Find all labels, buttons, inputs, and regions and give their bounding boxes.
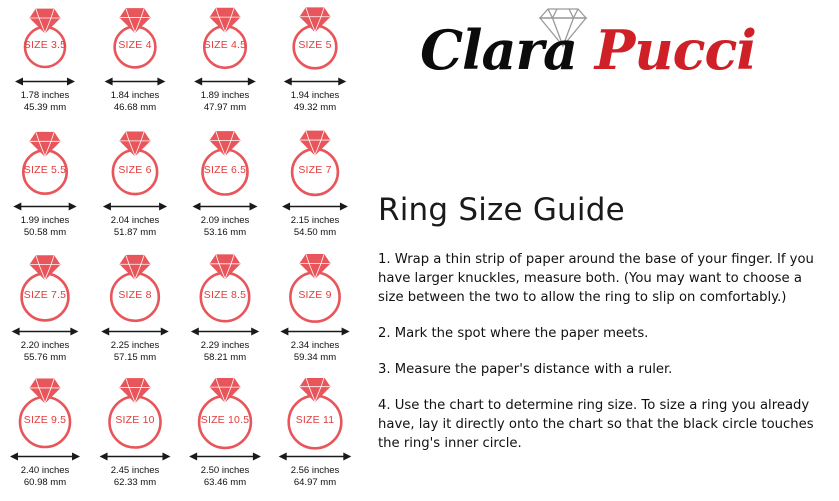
ring-size-cell: [90, 125, 180, 250]
ring-illustration: [182, 128, 268, 200]
diameter-arrow: [272, 200, 358, 213]
guide-step: 4. Use the chart to determine ring size. To size a ring you already have, lay it directly onto the chart so that the black circle touches the ring's inner circle.: [378, 398, 814, 451]
ring-measurements: [291, 215, 340, 238]
measure-inches: 2.25 inches: [110, 340, 160, 351]
chart-row: [0, 375, 360, 500]
ring-measurements: [291, 465, 340, 488]
measure-mm: 46.68 mm: [113, 101, 157, 113]
measure-inches: 2.34 inches: [290, 340, 340, 351]
diameter-arrow: [2, 450, 88, 463]
diameter-arrow: [272, 325, 358, 338]
ring-size-label: SIZE 5: [298, 39, 332, 51]
arrow-icon: [272, 325, 358, 338]
diameter-arrow: [182, 200, 268, 213]
measure-inches: 2.29 inches: [200, 340, 250, 351]
arrow-icon: [92, 200, 178, 213]
measure-mm: 63.46 mm: [203, 476, 247, 488]
arrow-icon: [182, 325, 268, 338]
ring-measurements: [21, 215, 70, 238]
arrow-icon: [272, 200, 358, 213]
ring-measurements: [201, 340, 250, 363]
ring-measurements: [111, 215, 160, 238]
arrow-icon: [92, 325, 178, 338]
measure-mm: 64.97 mm: [293, 476, 337, 488]
measure-inches: 1.99 inches: [20, 215, 70, 226]
ring-size-label: SIZE 7: [298, 164, 332, 176]
measure-inches: 2.56 inches: [290, 465, 340, 476]
ring-measurements: [111, 465, 160, 488]
measure-mm: 53.16 mm: [203, 226, 247, 238]
measure-inches: 1.84 inches: [110, 90, 160, 101]
guide-step: 2. Mark the spot where the paper meets.: [378, 326, 649, 341]
measure-mm: 55.76 mm: [23, 351, 67, 363]
diameter-arrow: [2, 325, 88, 338]
ring-size-label: SIZE 4.5: [203, 39, 247, 51]
diameter-arrow: [92, 450, 178, 463]
ring-size-cell: [270, 0, 360, 125]
ring-illustration: [92, 3, 178, 75]
ring-illustration: [182, 3, 268, 75]
diameter-arrow: [182, 450, 268, 463]
ring-size-label: SIZE 10.5: [200, 414, 250, 426]
measure-mm: 49.32 mm: [293, 101, 337, 113]
ring-size-cell: [270, 250, 360, 375]
ring-measurements: [291, 340, 340, 363]
diameter-arrow: [92, 75, 178, 88]
measure-mm: 59.34 mm: [293, 351, 337, 363]
ring-size-label: SIZE 8.5: [203, 289, 247, 301]
diameter-arrow: [92, 200, 178, 213]
ring-measurements: [111, 90, 160, 113]
ring-size-cell: [180, 125, 270, 250]
measure-mm: 57.15 mm: [113, 351, 157, 363]
ring-size-cell: [90, 250, 180, 375]
arrow-icon: [182, 75, 268, 88]
ring-size-cell: [180, 375, 270, 500]
measure-mm: 50.58 mm: [23, 226, 67, 238]
ring-illustration: [272, 3, 358, 75]
arrow-icon: [2, 325, 88, 338]
ring-size-label: SIZE 6.5: [203, 164, 247, 176]
arrow-icon: [2, 75, 88, 88]
ring-measurements: [201, 215, 250, 238]
arrow-icon: [182, 200, 268, 213]
diameter-arrow: [272, 75, 358, 88]
diameter-arrow: [182, 75, 268, 88]
measure-inches: 2.50 inches: [200, 465, 250, 476]
ring-size-cell: [0, 0, 90, 125]
ring-illustration: [2, 253, 88, 325]
arrow-icon: [2, 450, 88, 463]
ring-size-cell: [270, 375, 360, 500]
ring-size-cell: [90, 0, 180, 125]
measure-inches: 2.20 inches: [20, 340, 70, 351]
ring-size-cell: [270, 125, 360, 250]
chart-row: [0, 125, 360, 250]
ring-size-label: SIZE 3.5: [23, 39, 67, 51]
measure-inches: 1.94 inches: [290, 90, 340, 101]
ring-size-label: SIZE 6: [118, 164, 152, 176]
guide-panel: [368, 0, 839, 501]
diameter-arrow: [2, 75, 88, 88]
page-title: Ring Size Guide: [378, 192, 625, 228]
brand-logo: [378, 4, 798, 104]
ring-measurements: [201, 90, 250, 113]
ring-illustration: [2, 378, 88, 450]
diameter-arrow: [92, 325, 178, 338]
measure-inches: 2.09 inches: [200, 215, 250, 226]
ring-size-cell: [180, 250, 270, 375]
ring-illustration: [92, 378, 178, 450]
ring-size-chart: [0, 0, 360, 501]
measure-inches: 2.04 inches: [110, 215, 160, 226]
ring-size-label: SIZE 7.5: [23, 289, 67, 301]
guide-step: 1. Wrap a thin strip of paper around the base of your finger. If you have larger knuckles, measure both. (You may want to choose a size between the two to allow the ring to slip on comfortably.): [378, 252, 814, 305]
ring-size-label: SIZE 4: [118, 39, 152, 51]
ring-size-cell: [0, 375, 90, 500]
guide-steps: [378, 250, 828, 470]
arrow-icon: [2, 200, 88, 213]
measure-mm: 60.98 mm: [23, 476, 67, 488]
measure-mm: 62.33 mm: [113, 476, 157, 488]
ring-size-cell: [90, 375, 180, 500]
arrow-icon: [92, 75, 178, 88]
ring-size-label: SIZE 8: [118, 289, 152, 301]
ring-illustration: [2, 3, 88, 75]
ring-size-label: SIZE 9.5: [23, 414, 67, 426]
measure-mm: 58.21 mm: [203, 351, 247, 363]
ring-illustration: [92, 253, 178, 325]
arrow-icon: [92, 450, 178, 463]
ring-size-cell: [0, 125, 90, 250]
ring-measurements: [201, 465, 250, 488]
ring-illustration: [182, 253, 268, 325]
ring-measurements: [291, 90, 340, 113]
ring-measurements: [21, 90, 70, 113]
measure-inches: 1.78 inches: [20, 90, 70, 101]
diameter-arrow: [2, 200, 88, 213]
ring-illustration: [182, 378, 268, 450]
chart-row: [0, 0, 360, 125]
ring-size-cell: [0, 250, 90, 375]
measure-mm: 45.39 mm: [23, 101, 67, 113]
ring-measurements: [111, 340, 160, 363]
ring-size-cell: [180, 0, 270, 125]
measure-inches: 1.89 inches: [200, 90, 250, 101]
measure-mm: 54.50 mm: [293, 226, 337, 238]
ring-measurements: [21, 340, 70, 363]
measure-mm: 47.97 mm: [203, 101, 247, 113]
ring-size-label: SIZE 10: [115, 414, 155, 426]
ring-illustration: [2, 128, 88, 200]
ring-size-label: SIZE 11: [295, 414, 335, 426]
ring-measurements: [21, 465, 70, 488]
measure-mm: 51.87 mm: [113, 226, 157, 238]
arrow-icon: [272, 75, 358, 88]
measure-inches: 2.45 inches: [110, 465, 160, 476]
brand-first: Clara: [420, 18, 577, 82]
brand-wordmark: [378, 18, 798, 82]
arrow-icon: [272, 450, 358, 463]
brand-second: Pucci: [594, 18, 756, 82]
measure-inches: 2.15 inches: [290, 215, 340, 226]
ring-illustration: [92, 128, 178, 200]
ring-size-label: SIZE 9: [298, 289, 332, 301]
ring-illustration: [272, 253, 358, 325]
ring-illustration: [272, 128, 358, 200]
guide-step: 3. Measure the paper's distance with a ruler.: [378, 362, 673, 377]
ring-illustration: [272, 378, 358, 450]
chart-row: [0, 250, 360, 375]
ring-size-label: SIZE 5.5: [23, 164, 67, 176]
diameter-arrow: [182, 325, 268, 338]
arrow-icon: [182, 450, 268, 463]
diameter-arrow: [272, 450, 358, 463]
measure-inches: 2.40 inches: [20, 465, 70, 476]
